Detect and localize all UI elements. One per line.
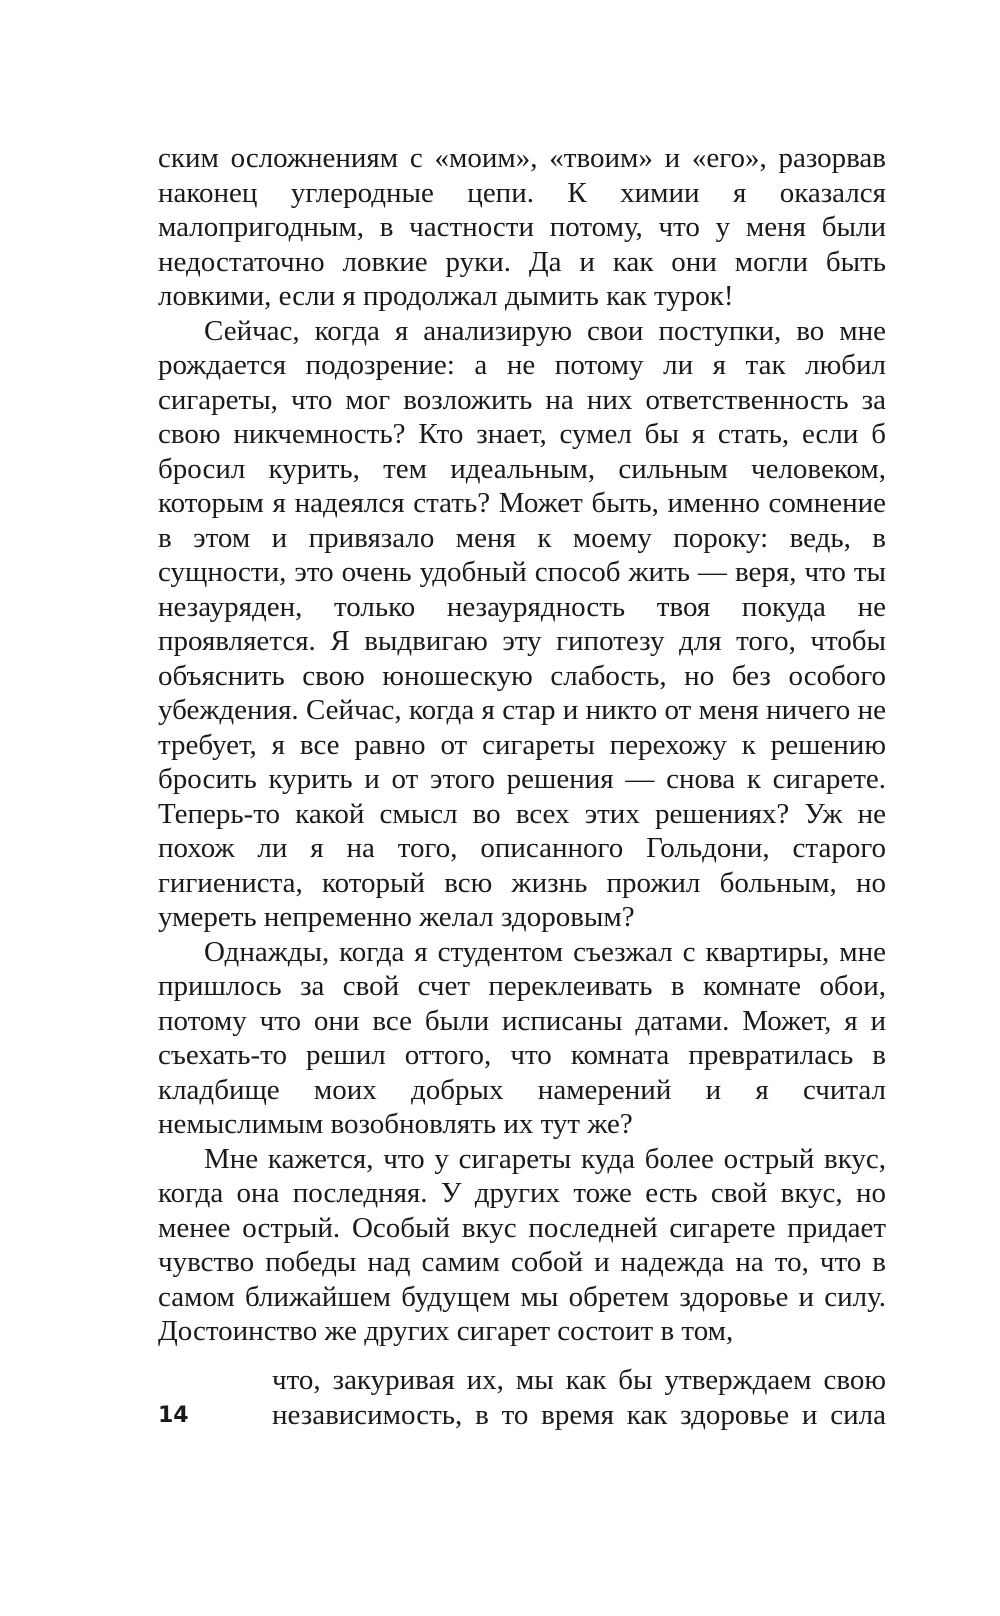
- text-column: [158, 141, 886, 1349]
- paragraph-4: Мне кажется, что у сигареты куда более острый вкус, когда она последняя. У других тоже есть свой вкус, но менее острый. Особый вкус последней сигарете придает чувство победы над самим собой и надежда на то, что в самом ближайшем будущем мы обретем здоровье и силу. Достоинство же других сигарет состоит в том,: [158, 1142, 886, 1347]
- paragraph-4-continuation: что, закуривая их, мы как бы утверждаем свою независимость, в то время как здоровье и сила: [272, 1364, 886, 1431]
- paragraph-1: ским осложнениям с «моим», «твоим» и «его», разорвав наконец углеродные цепи. К химии я оказался малопригодным, в частности потому, что у меня были недостаточно ловкие руки. Да и как они могли быть ловкими, если я продолжал дымить как турок!: [158, 142, 886, 312]
- paragraph-2: Сейчас, когда я анализирую свои поступки, во мне рождается подозрение: а не потому ли я так любил сигареты, что мог возложить на них ответственность за свою никчемность? Кто знает, сумел бы я стать, если б бросил курить, тем идеальным, сильным человеком, которым я надеялся стать? Может быть, именно сомнение в этом и привязало меня к моему пороку: ведь, в сущности, это очень удобный способ жить — веря, что ты незауряден, только незаурядность твоя покуда не проявляется. Я выдвигаю эту гипотезу для того, чтобы объяснить свою юношескую слабость, но без особого убеждения. Сейчас, когда я стар и никто от меня ничего не требует, я все равно от сигареты перехожу к решению бросить курить и от этого решения — снова к сигарете. Теперь-то какой смысл во всех этих решениях? Уж не похож ли я на того, описанного Гольдони, старого гигиениста, который всю жизнь прожил больным, но умереть непременно желал здоровым?: [158, 314, 886, 933]
- paragraph-3: Однажды, когда я студентом съезжал с квартиры, мне пришлось за свой счет переклеивать в комнате обои, потому что они все были исписаны датами. Может, я и съехать-то решил оттого, что комната превратилась в кладбище моих добрых намерений и я считал немыслимым возобновлять их тут же?: [158, 935, 886, 1140]
- page-number: 14: [158, 1403, 189, 1428]
